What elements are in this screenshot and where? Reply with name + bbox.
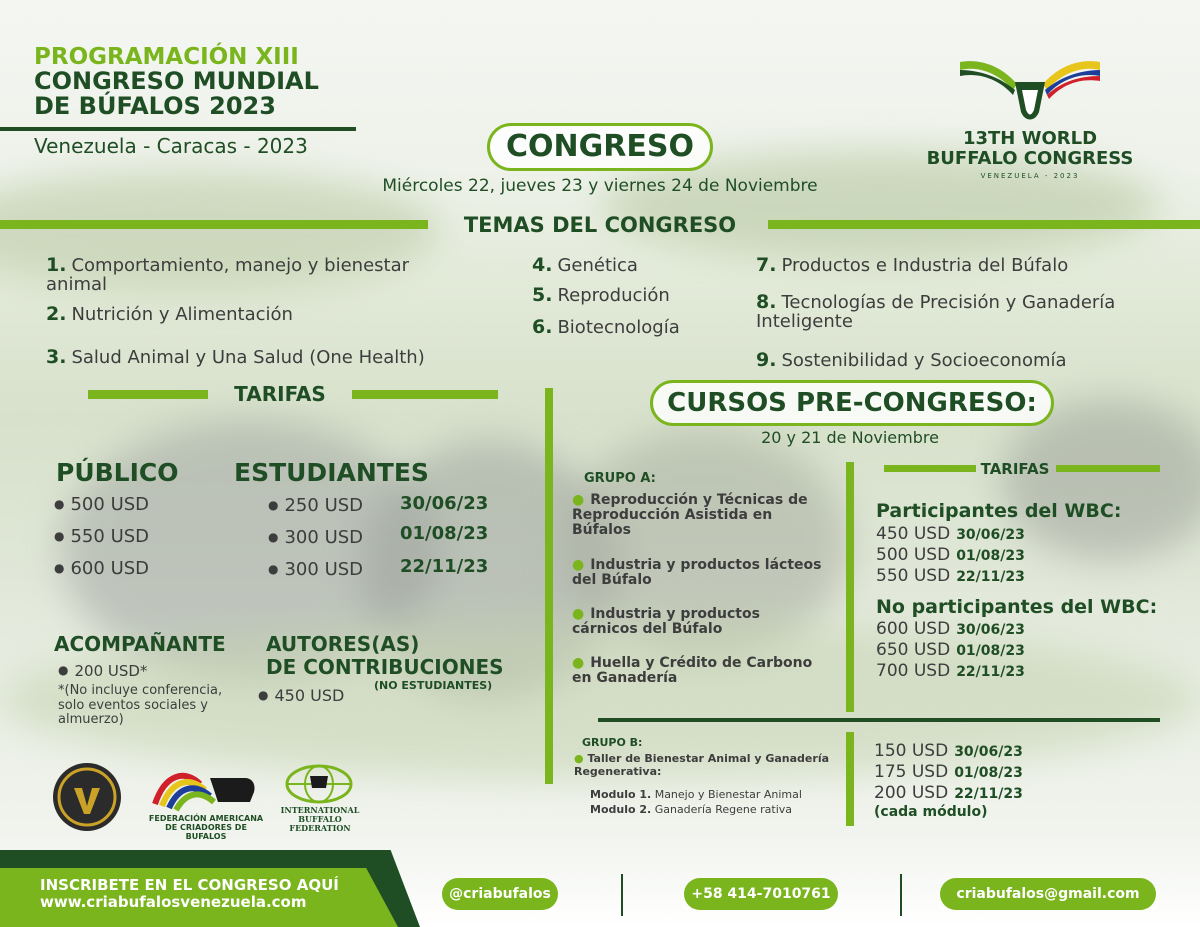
- acompanante-heading: ACOMPAÑANTE: [54, 632, 226, 656]
- tema-1: 1. Comportamiento, manejo y bienestar animal: [46, 254, 410, 295]
- divider-tarifas-a: [846, 462, 854, 712]
- grupo-b-heading: GRUPO B:: [582, 736, 643, 749]
- logo-line-2: BUFFALO CONGRESS: [926, 147, 1134, 169]
- buffalo-horns-icon: [955, 50, 1105, 125]
- logo-small: VENEZUELA - 2023: [980, 171, 1080, 180]
- acompanante-note: *(No incluye conferencia, solo eventos sociales y almuerzo): [58, 683, 223, 728]
- grupo-a-heading: GRUPO A:: [584, 471, 656, 486]
- event-location: Venezuela - Caracas - 2023: [34, 134, 308, 158]
- grupo-b-tarifa-3: 200 USD 22/11/23: [874, 783, 1023, 803]
- tarifas-title: TARIFAS: [234, 382, 326, 406]
- temas-bar-right: [768, 220, 1200, 229]
- publico-price-1: ● 500 USD: [54, 494, 150, 515]
- tarifa-date-3: 22/11/23: [400, 556, 489, 577]
- register-link[interactable]: www.criabufalosvenezuela.com: [40, 893, 307, 912]
- grupo-b-tarifa-1: 150 USD 30/06/23: [874, 741, 1023, 761]
- grupo-b-note: (cada módulo): [874, 804, 988, 820]
- tema-7: 7. Productos e Industria del Búfalo: [756, 254, 1069, 276]
- event-title: [34, 45, 319, 120]
- tarifa-date-2: 01/08/23: [400, 523, 489, 544]
- grupo-b-item: ● Taller de Bienestar Animal y Ganadería Regenerativa:: [574, 752, 830, 779]
- temas-bar-left: [0, 220, 428, 229]
- tarifas2-bar-left: [884, 465, 976, 472]
- nowbc-heading: No participantes del WBC:: [876, 596, 1158, 618]
- grupo-a-item-4: ● Huella y Crédito de Carbono en Ganadería: [572, 655, 813, 687]
- email-link[interactable]: criabufalos@gmail.com: [940, 878, 1156, 910]
- footer-separator-1: [621, 874, 623, 916]
- phone-link[interactable]: +58 414-7010761: [684, 878, 838, 910]
- grupo-a-item-2: ● Industria y productos lácteos del Búfalo: [572, 557, 822, 589]
- federacion-logo-icon: [150, 764, 260, 814]
- globe-icon: [284, 764, 354, 804]
- footer-separator-2: [900, 874, 902, 916]
- grupo-divider: [598, 718, 1160, 722]
- divider-center: [545, 388, 553, 784]
- tema-2: 2. Nutrición y Alimentación: [46, 303, 293, 325]
- tema-9: 9. Sostenibilidad y Socioeconomía: [756, 349, 1067, 371]
- publico-price-3: ● 600 USD: [54, 558, 150, 579]
- nowbc-row-2: 650 USD 01/08/23: [876, 640, 1025, 660]
- tema-4: 4. Genética: [532, 254, 638, 276]
- wbc-row-1: 450 USD 30/06/23: [876, 524, 1025, 544]
- grupo-b-tarifa-2: 175 USD 01/08/23: [874, 762, 1023, 782]
- estudiantes-price-2: ● 300 USD: [268, 527, 364, 548]
- grupo-a-item-1: ● Reproducción y Técnicas de Reproducción Asistida en Búfalos: [572, 492, 808, 539]
- logo-line-1: 13TH WORLD: [962, 128, 1098, 149]
- title-rule: [0, 127, 356, 131]
- publico-price-2: ● 550 USD: [54, 526, 150, 547]
- temas-title: TEMAS DEL CONGRESO: [463, 213, 737, 237]
- tarifas2-bar-right: [1056, 465, 1160, 472]
- register-cta-line-1: INSCRIBETE EN EL CONGRESO AQUÍ: [40, 876, 339, 894]
- congreso-dates: Miércoles 22, jueves 23 y viernes 24 de Noviembre: [382, 176, 818, 196]
- wbc-row-2: 500 USD 01/08/23: [876, 545, 1025, 565]
- ibf-caption: INTERNATIONAL BUFFALO FEDERATION: [280, 805, 360, 833]
- divider-tarifas-b: [846, 732, 854, 826]
- autores-heading-2: DE CONTRIBUCIONES: [266, 655, 504, 679]
- title-line-2: CONGRESO MUNDIAL: [34, 67, 319, 96]
- grupo-b-modulo-1: Modulo 1. Manejo y Bienestar Animal: [590, 788, 802, 801]
- estudiantes-heading: ESTUDIANTES: [234, 458, 429, 487]
- instagram-link[interactable]: @criabufalos: [442, 878, 558, 910]
- tema-3: 3. Salud Animal y Una Salud (One Health): [46, 346, 425, 368]
- tarifas-bar-left: [88, 390, 208, 399]
- tema-8: 8. Tecnologías de Precisión y Ganadería Inteligente: [756, 291, 1116, 332]
- autores-price: ● 450 USD: [258, 686, 345, 705]
- autores-heading-1: AUTORES(AS): [266, 632, 420, 656]
- autores-tag: (NO ESTUDIANTES): [374, 679, 493, 692]
- grupo-b-modulo-2: Modulo 2. Ganadería Regene rativa: [590, 803, 793, 816]
- tema-6: 6. Biotecnología: [532, 316, 680, 338]
- cursos-tarifas-title: TARIFAS: [980, 460, 1050, 478]
- nowbc-row-3: 700 USD 22/11/23: [876, 661, 1025, 681]
- wbc-logo: [925, 50, 1135, 180]
- federacion-caption: FEDERACIÓN AMERICANA DE CRIADORES DE BUFALOS: [148, 814, 264, 841]
- grupo-a-item-3: ● Industria y productos cárnicos del Búfalo: [572, 606, 760, 638]
- title-line-1: PROGRAMACIÓN XIII: [34, 44, 299, 70]
- cursos-dates: 20 y 21 de Noviembre: [761, 428, 939, 447]
- criabufalos-seal-icon: [52, 762, 122, 832]
- wbc-row-3: 550 USD 22/11/23: [876, 566, 1025, 586]
- tarifas-bar-right: [352, 390, 498, 399]
- wbc-heading: Participantes del WBC:: [876, 500, 1122, 522]
- acompanante-price: ● 200 USD*: [58, 662, 148, 680]
- tema-5: 5. Reprodución: [532, 284, 670, 306]
- congreso-badge: CONGRESO: [487, 123, 713, 171]
- tarifa-date-1: 30/06/23: [400, 493, 489, 514]
- estudiantes-price-3: ● 300 USD: [268, 559, 364, 580]
- nowbc-row-1: 600 USD 30/06/23: [876, 619, 1025, 639]
- publico-heading: PÚBLICO: [56, 458, 179, 487]
- register-cta[interactable]: [40, 877, 339, 912]
- title-line-3: DE BÚFALOS 2023: [34, 92, 276, 121]
- estudiantes-price-1: ● 250 USD: [268, 495, 364, 516]
- cursos-badge: CURSOS PRE-CONGRESO:: [650, 380, 1054, 426]
